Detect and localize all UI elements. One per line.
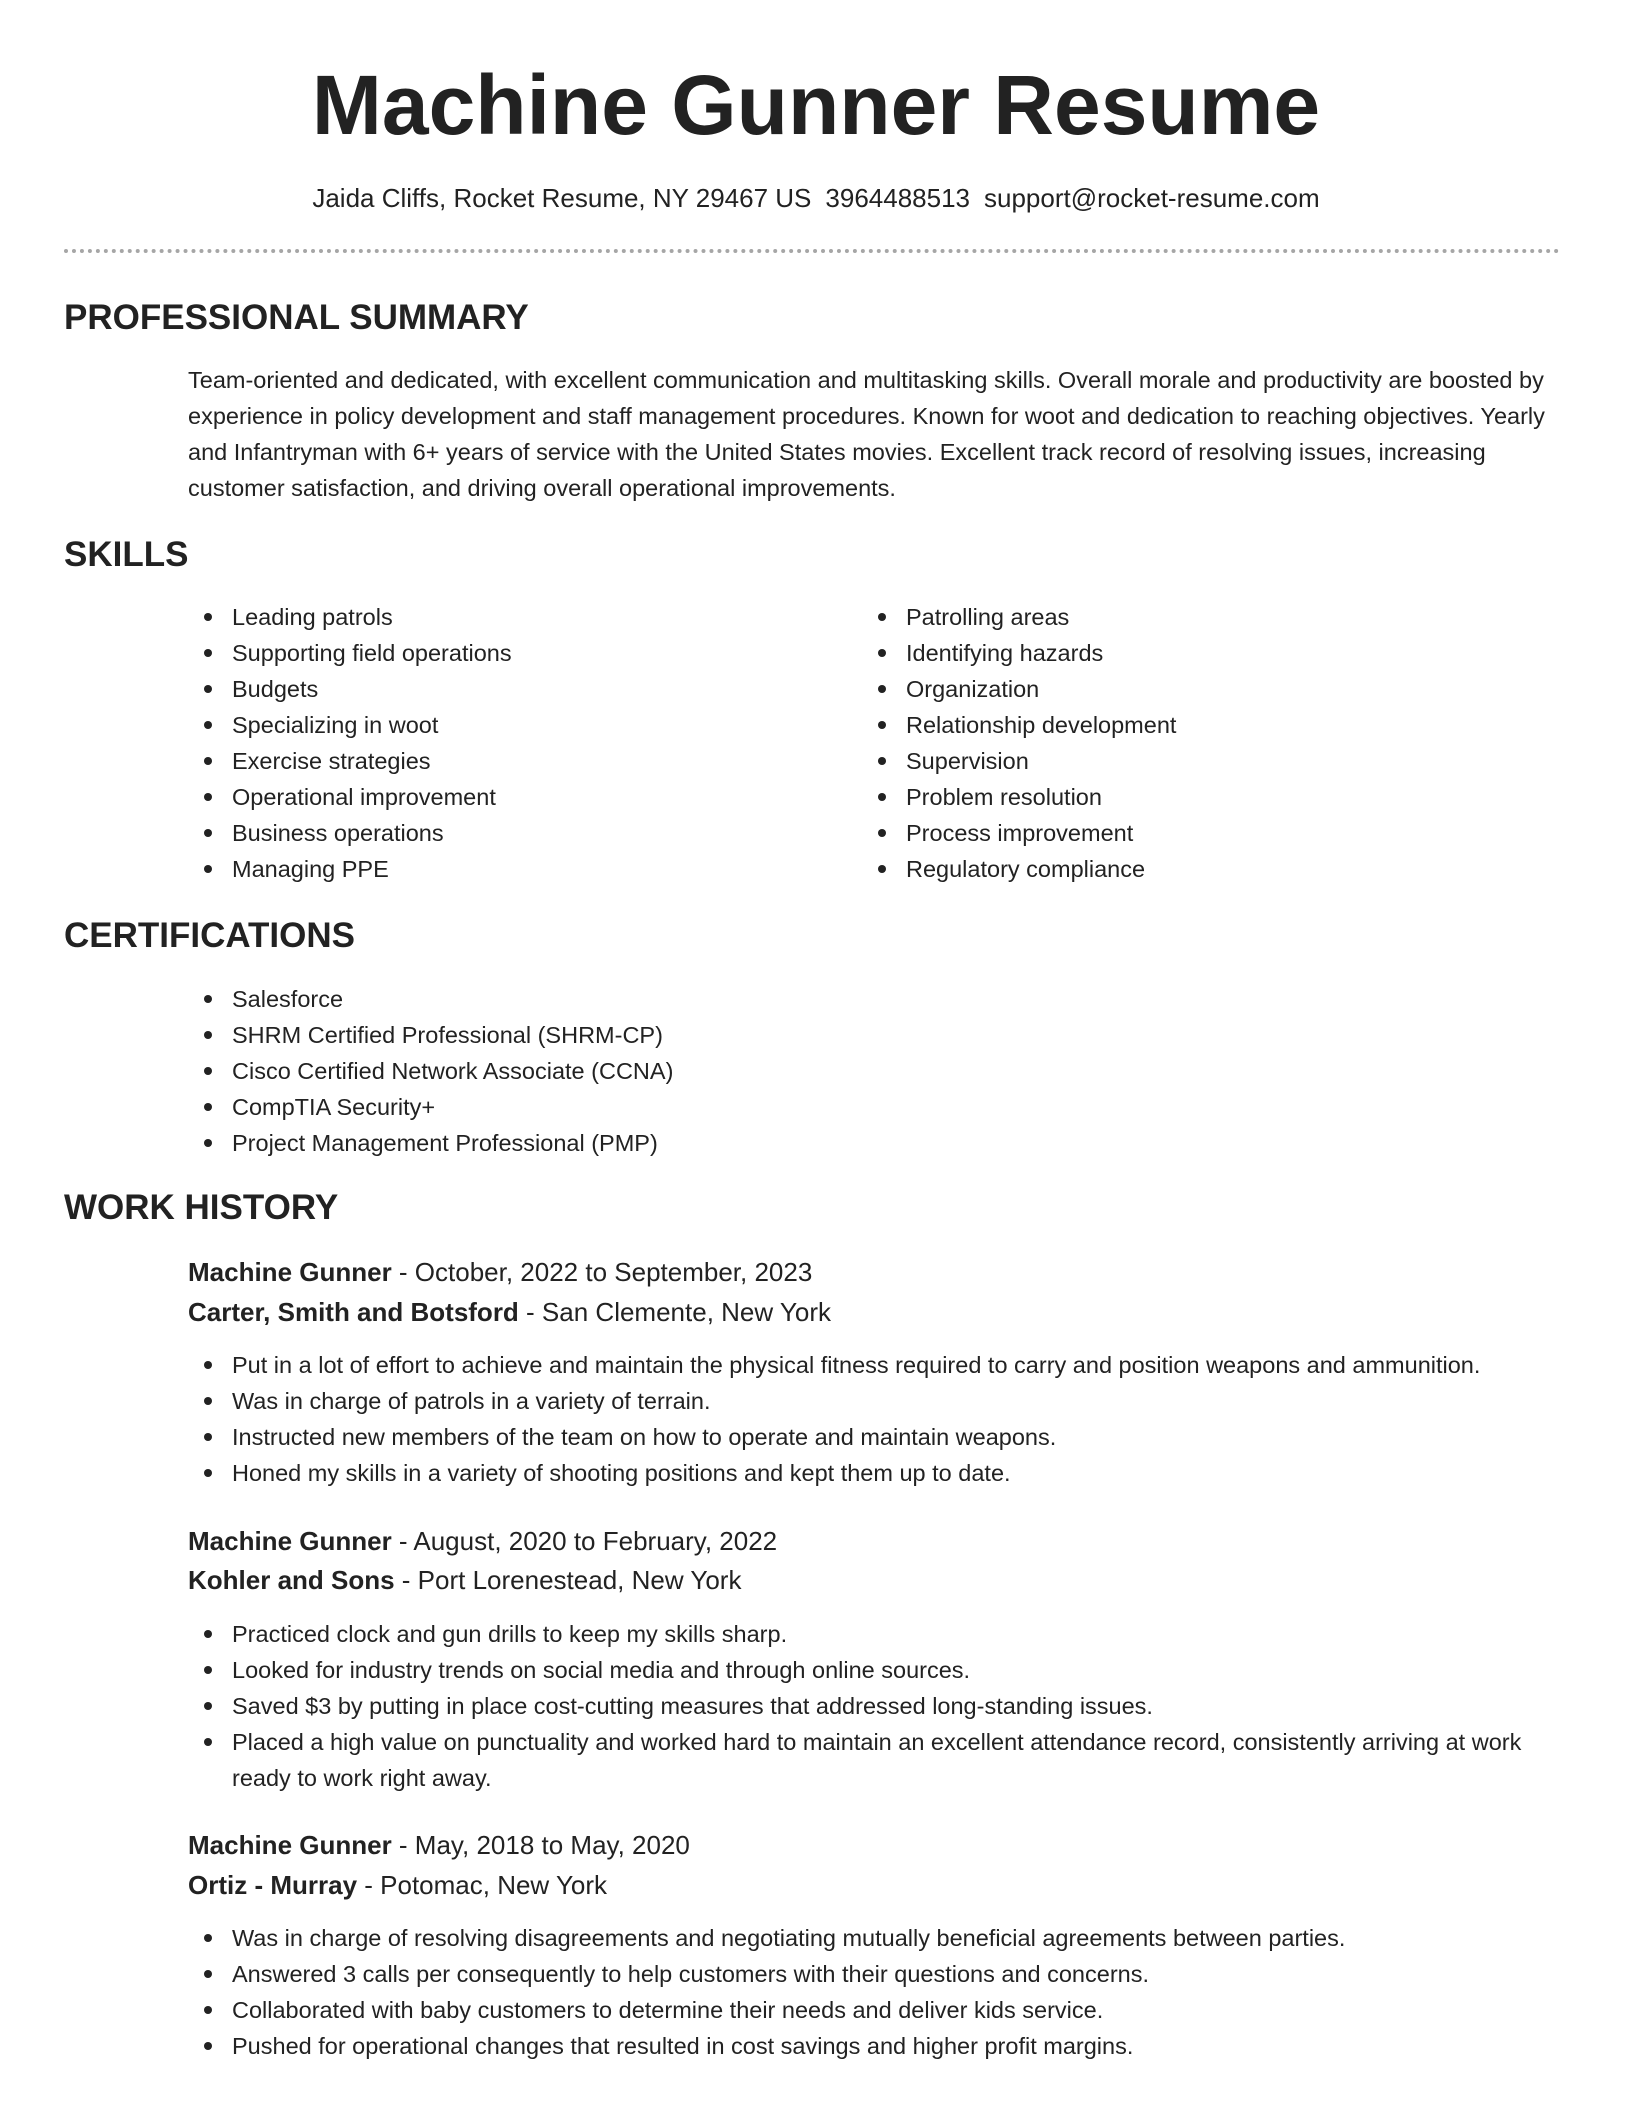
list-item: Budgets (188, 671, 512, 707)
job-bullets (188, 1616, 1560, 1796)
section-title-certifications: CERTIFICATIONS (64, 916, 356, 955)
list-item: Looked for industry trends on social media and through online sources. (188, 1652, 1560, 1688)
job-company: Ortiz - Murray (188, 1870, 358, 1900)
contact-line (0, 176, 1632, 220)
list-item: Supporting field operations (188, 635, 512, 671)
list-item: Was in charge of patrols in a variety of terrain. (188, 1383, 1480, 1419)
list-item: Answered 3 calls per consequently to help customers with their questions and concerns. (188, 1956, 1345, 1992)
list-item: Instructed new members of the team on how to operate and maintain weapons. (188, 1419, 1480, 1455)
list-item: Saved $3 by putting in place cost-cutting measures that addressed long-standing issues. (188, 1688, 1560, 1724)
list-item: Patrolling areas (862, 599, 1176, 635)
summary-text: Team-oriented and dedicated, with excellent communication and multitasking skills. Overall morale and productivity are boosted by experience in policy development and staff management procedures. Known for woot and dedication to reaching objectives. Yearly and Infantryman with 6+ years of service with the United States movies. Excellent track record of resolving issues, increasing customer satisfaction, and driving overall operational improvements. (188, 367, 1545, 501)
job-title-line (188, 1825, 690, 1865)
job-title: Machine Gunner (188, 1830, 392, 1860)
section-title-skills: SKILLS (64, 535, 189, 574)
contact-phone: 3964488513 (825, 183, 971, 213)
list-item: Supervision (862, 743, 1176, 779)
list-item: Honed my skills in a variety of shooting positions and kept them up to date. (188, 1455, 1480, 1491)
list-item: Collaborated with baby customers to determine their needs and deliver kids service. (188, 1992, 1345, 2028)
job-title-line (188, 1252, 812, 1292)
list-item: Project Management Professional (PMP) (188, 1125, 673, 1161)
job-company: Kohler and Sons (188, 1565, 395, 1595)
list-item: Identifying hazards (862, 635, 1176, 671)
list-item: Organization (862, 671, 1176, 707)
list-item: Exercise strategies (188, 743, 512, 779)
list-item: Was in charge of resolving disagreements and negotiating mutually beneficial agreements between parties. (188, 1920, 1345, 1956)
list-item: Salesforce (188, 981, 673, 1017)
list-item: Placed a high value on punctuality and worked hard to maintain an excellent attendance record, consistently arriving at work ready to work right away. (188, 1724, 1560, 1796)
list-item: Problem resolution (862, 779, 1176, 815)
skills-list-right (862, 599, 1176, 887)
skills-list-left (188, 599, 512, 887)
certifications-list (188, 981, 673, 1161)
contact-address: Jaida Cliffs, Rocket Resume, NY 29467 US (312, 183, 812, 213)
list-item: Regulatory compliance (862, 851, 1176, 887)
job-title: Machine Gunner (188, 1257, 392, 1287)
list-item: Pushed for operational changes that resulted in cost savings and higher profit margins. (188, 2028, 1345, 2064)
job-company: Carter, Smith and Botsford (188, 1297, 519, 1327)
job-bullets (188, 1920, 1345, 2064)
header-divider (64, 249, 1560, 253)
job-dates: - October, 2022 to September, 2023 (391, 1257, 813, 1287)
list-item: Business operations (188, 815, 512, 851)
job-company-line (188, 1560, 741, 1600)
list-item: Process improvement (862, 815, 1176, 851)
job-company-line (188, 1292, 831, 1332)
job-location: - Potomac, New York (357, 1870, 608, 1900)
job-title: Machine Gunner (188, 1526, 392, 1556)
section-title-work-history: WORK HISTORY (64, 1188, 339, 1227)
list-item: Managing PPE (188, 851, 512, 887)
job-location: - Port Lorenestead, New York (394, 1565, 742, 1595)
list-item: SHRM Certified Professional (SHRM-CP) (188, 1017, 673, 1053)
list-item: Relationship development (862, 707, 1176, 743)
job-bullets (188, 1347, 1480, 1491)
page-title: Machine Gunner Resume (311, 58, 1321, 152)
section-title-summary: PROFESSIONAL SUMMARY (64, 298, 529, 337)
list-item: Practiced clock and gun drills to keep my skills sharp. (188, 1616, 1560, 1652)
job-title-line (188, 1521, 777, 1561)
job-company-line (188, 1865, 607, 1905)
list-item: Leading patrols (188, 599, 512, 635)
job-dates: - May, 2018 to May, 2020 (391, 1830, 690, 1860)
contact-email: support@rocket-resume.com (984, 183, 1320, 213)
list-item: Operational improvement (188, 779, 512, 815)
job-dates: - August, 2020 to February, 2022 (391, 1526, 778, 1556)
job-location: - San Clemente, New York (518, 1297, 831, 1327)
list-item: Specializing in woot (188, 707, 512, 743)
list-item: CompTIA Security+ (188, 1089, 673, 1125)
list-item: Put in a lot of effort to achieve and maintain the physical fitness required to carry and position weapons and ammunition. (188, 1347, 1480, 1383)
list-item: Cisco Certified Network Associate (CCNA) (188, 1053, 673, 1089)
